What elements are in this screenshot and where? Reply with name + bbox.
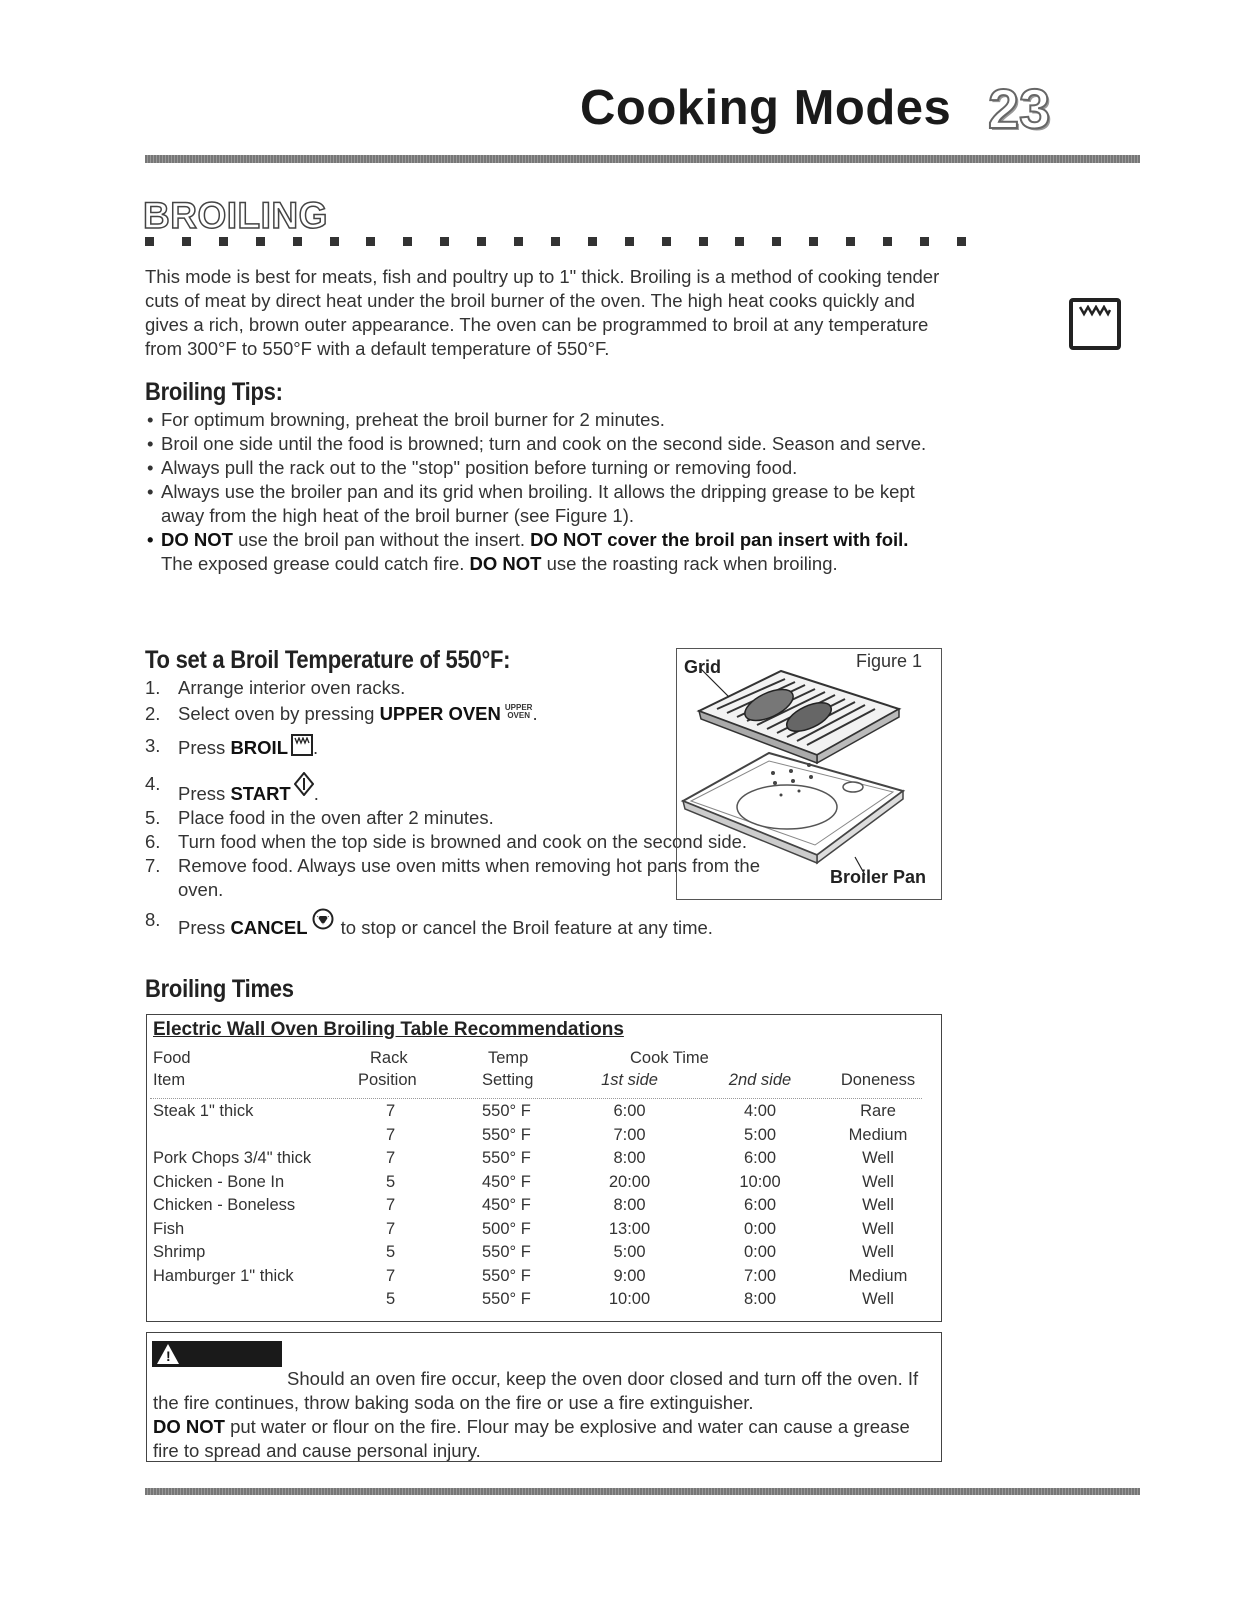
table-cell-second: 6:00	[743, 1149, 777, 1167]
table-cell-done: Well	[862, 1172, 894, 1191]
step-item: 4. Press START .	[145, 773, 319, 804]
cancel-key: CANCEL	[230, 917, 308, 938]
table-cell-first: 9:00	[613, 1266, 646, 1285]
header-position: Position	[358, 1071, 417, 1089]
do-not-text: DO NOT	[469, 553, 542, 574]
divider-dot	[182, 237, 191, 246]
table-cell-first: 7:00	[613, 1125, 646, 1144]
figure-pan-label: Broiler Pan	[830, 867, 927, 887]
divider-dot	[662, 237, 671, 246]
table-cell-rack: 7	[386, 1125, 396, 1144]
table-cell-done: Rare	[860, 1102, 896, 1120]
table-cell-first: 10:00	[608, 1290, 651, 1308]
table-cell-done: Well	[862, 1243, 894, 1261]
table-cell-done: Well	[862, 1219, 894, 1238]
warning-text: Should an oven fire occur, keep the oven door closed and turn off the oven. If the fire continues, throw baking soda on the fire or use a fire extinguisher. DO NOT put water or flour on the fire. Flour may be explosive and water can cause a grease fire to spread and cause personal injury.	[153, 1367, 919, 1461]
divider-dot	[366, 237, 375, 246]
divider-dot	[440, 237, 449, 246]
broil-key: BROIL	[230, 737, 288, 758]
steps-heading: To set a Broil Temperature of 550°F:	[145, 646, 511, 674]
tip-item: • Broil one side until the food is browned; turn and cook on the second side. Season and serve.	[145, 432, 945, 456]
figure-caption: Figure 1	[856, 651, 923, 671]
tip-text: use the roasting rack when broiling.	[541, 553, 838, 574]
page-title: Cooking Modes	[580, 81, 952, 135]
broil-key-icon	[291, 734, 313, 756]
tips-heading: Broiling Tips:	[145, 378, 283, 406]
table-cell-first: 8:00	[613, 1196, 646, 1214]
table-cell-temp: 550° F	[482, 1266, 531, 1285]
table-cell-food: Hamburger 1" thick	[153, 1266, 294, 1285]
table-cell-second: 6:00	[743, 1196, 777, 1214]
divider-dot	[514, 237, 523, 246]
divider-dot	[735, 237, 744, 246]
tip-item: • Always pull the rack out to the "stop" position before turning or removing food.	[145, 456, 945, 480]
table-cell-second: 5:00	[743, 1125, 777, 1144]
table-cell-done: Well	[862, 1290, 894, 1308]
table-cell-first: 13:00	[608, 1219, 651, 1238]
table-cell-first: 5:00	[613, 1243, 646, 1261]
broiler-pan-illustration	[677, 649, 941, 899]
table-cell-done: Medium	[848, 1125, 908, 1144]
divider-dot	[809, 237, 818, 246]
table-cell-first: 8:00	[613, 1149, 646, 1167]
tip-item: • For optimum browning, preheat the broil burner for 2 minutes.	[145, 408, 945, 432]
times-heading: Broiling Times	[145, 975, 294, 1003]
broil-icon	[1069, 298, 1121, 350]
divider-dot	[145, 237, 154, 246]
table-cell-first: 20:00	[608, 1172, 651, 1191]
tip-text: use the broil pan without the insert.	[232, 529, 531, 550]
table-cell-first: 6:00	[613, 1102, 646, 1120]
cancel-key-icon	[312, 908, 334, 930]
upper-oven-key: UPPER OVEN	[379, 703, 501, 724]
table-title: Electric Wall Oven Broiling Table Recommendations	[153, 1019, 624, 1040]
table-cell-food: Chicken - Boneless	[153, 1196, 296, 1214]
table-cell-food: Chicken - Bone In	[153, 1172, 285, 1191]
footer-rule	[145, 1488, 1140, 1495]
table-cell-second: 0:00	[743, 1243, 777, 1261]
tips-list	[145, 408, 945, 576]
divider-dot	[699, 237, 708, 246]
table-cell-temp: 550° F	[482, 1290, 531, 1308]
step-item: 5. Place food in the oven after 2 minutes.	[145, 807, 494, 828]
table-cell-rack: 5	[386, 1172, 396, 1191]
divider-dot	[330, 237, 339, 246]
divider-dot	[219, 237, 228, 246]
warning-icon: !	[157, 1344, 179, 1364]
step-item: 2. Select oven by pressing UPPER OVEN UPPER OVEN .	[145, 703, 538, 724]
header-second-side: 2nd side	[728, 1071, 792, 1089]
header-setting: Setting	[482, 1071, 534, 1089]
do-not-text: DO NOT cover the broil pan insert with foil.	[530, 529, 909, 550]
header-rule	[145, 155, 1140, 163]
divider-dot	[403, 237, 412, 246]
table-cell-second: 8:00	[743, 1290, 777, 1308]
section-title: BROILING	[143, 195, 328, 236]
divider-dot	[625, 237, 634, 246]
table-cell-second: 10:00	[739, 1172, 781, 1191]
divider-dot	[293, 237, 302, 246]
table-cell-second: 4:00	[743, 1102, 777, 1120]
table-cell-done: Well	[862, 1149, 894, 1167]
table-cell-rack: 7	[386, 1149, 396, 1167]
divider-dot	[920, 237, 929, 246]
table-header-rule	[150, 1098, 922, 1100]
step-item: 3. Press BROIL .	[145, 735, 319, 758]
header-doneness: Doneness	[840, 1071, 916, 1089]
page-number: 23	[988, 77, 1051, 140]
tip-item-warning	[145, 528, 945, 576]
table-cell-rack: 7	[386, 1266, 396, 1285]
divider-dot	[256, 237, 265, 246]
divider-dot	[772, 237, 781, 246]
divider-dot	[477, 237, 486, 246]
divider-dot	[588, 237, 597, 246]
table-cell-temp: 450° F	[482, 1196, 531, 1214]
start-key-icon	[294, 772, 314, 796]
tip-item: • Always use the broiler pan and its grid when broiling. It allows the dripping grease to be kept away from the high heat of the broil burner (see Figure 1).	[145, 480, 945, 528]
table-cell-second: 7:00	[743, 1266, 777, 1285]
warning-badge: ! WARNING	[152, 1341, 282, 1367]
table-cell-temp: 550° F	[482, 1149, 531, 1167]
step-item: 6. Turn food when the top side is browned and cook on the second side.	[145, 831, 748, 852]
divider-dot	[883, 237, 892, 246]
table-cell-temp: 550° F	[482, 1125, 531, 1144]
section-dot-divider	[145, 237, 963, 247]
step-item: 8. Press CANCEL to stop or cancel the Broil feature at any time.	[145, 909, 713, 938]
header-item: Item	[153, 1071, 186, 1089]
start-key: START	[230, 783, 291, 804]
table-cell-rack: 7	[386, 1196, 396, 1214]
table-cell-temp: 450° F	[482, 1172, 531, 1191]
tip-text: The exposed grease could catch fire.	[161, 553, 470, 574]
table-cell-rack: 5	[386, 1290, 396, 1308]
step-item: 7. Remove food. Always use oven mitts when removing hot pans from the oven.	[145, 855, 761, 900]
table-cell-done: Well	[862, 1196, 894, 1214]
figure-grid-label: Grid	[684, 657, 722, 677]
intro-paragraph: This mode is best for meats, fish and poultry up to 1" thick. Broiling is a method of cooking tender cuts of meat by direct heat under the broil burner of the oven. The high heat cooks quickly and gives a rich, brown outer appearance. The oven can be programmed to broil at any temperature from 300°F to 550°F with a default temperature of 550°F.	[145, 266, 940, 359]
divider-dot	[957, 237, 966, 246]
table-cell-food: Pork Chops 3/4" thick	[153, 1149, 312, 1167]
upper-oven-icon: UPPER OVEN	[504, 703, 533, 720]
figure-box	[676, 648, 942, 900]
table-cell-food: Steak 1" thick	[153, 1102, 254, 1120]
table-cell-food: Fish	[153, 1219, 185, 1238]
table-cell-rack: 5	[386, 1243, 396, 1261]
step-item: 1. Arrange interior oven racks.	[145, 677, 406, 698]
table-cell-temp: 500° F	[482, 1219, 531, 1238]
do-not-text: DO NOT	[161, 529, 233, 550]
header-temp: Temp	[488, 1049, 529, 1067]
header-cook-time: Cook Time	[630, 1049, 709, 1067]
header-rack: Rack	[370, 1049, 408, 1067]
table-cell-rack: 7	[386, 1102, 396, 1120]
table-cell-food: Shrimp	[153, 1243, 206, 1261]
table-cell-done: Medium	[848, 1266, 908, 1285]
divider-dot	[551, 237, 560, 246]
table-cell-temp: 550° F	[482, 1243, 531, 1261]
divider-dot	[846, 237, 855, 246]
header-first-side: 1st side	[601, 1071, 658, 1089]
table-cell-rack: 7	[386, 1219, 396, 1238]
table-cell-temp: 550° F	[482, 1102, 531, 1120]
table-cell-second: 0:00	[743, 1219, 777, 1238]
header-food: Food	[153, 1049, 191, 1067]
